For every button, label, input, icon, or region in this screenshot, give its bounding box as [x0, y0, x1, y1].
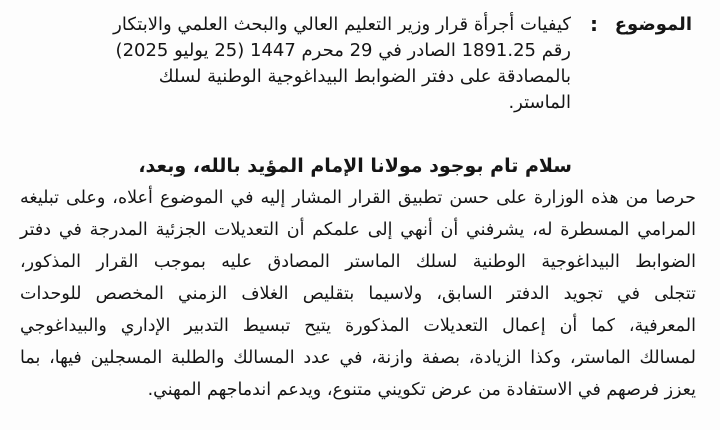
greeting: سلام تام بوجود مولانا الإمام المؤيد بالله، وبعد،	[138, 155, 572, 177]
subject-block	[52, 12, 692, 127]
subject-text	[66, 12, 571, 116]
body-line: يعزز فرصهم في الاستفادة من عرض تكويني متنوع، ويدعم اندماجهم المهني.	[147, 380, 696, 400]
body-line: المعرفية، كما أن إعمال التعديلات المذكورة يتيح تبسيط التدبير الإداري والبيداغوجي	[20, 316, 696, 336]
body-paragraph	[20, 182, 696, 406]
body-line: لمسالك الماستر، وكذا الزيادة، بصفة وازنة، في عدد المسالك والطلبة المسجلين فيها، بما	[20, 348, 696, 368]
body-line: المرامي المسطرة له، يشرفني أن أنهي إلى علمكم أن التعديلات الجزئية المدرجة في دفتر	[20, 220, 696, 240]
body-line: حرصا من هذه الوزارة على حسن تطبيق القرار المشار إليه في الموضوع أعلاه، وعلى تبليغه	[20, 188, 696, 208]
body-line: الضوابط البيداغوجية الوطنية لسلك الماستر المصادق عليه بموجب القرار المذكور،	[20, 252, 696, 272]
subject-line: كيفيات أجرأة قرار وزير التعليم العالي والبحث العلمي والابتكار	[113, 14, 571, 35]
subject-line: بالمصادقة على دفتر الضوابط البيداغوجية الوطنية لسلك	[158, 66, 571, 87]
subject-colon: :	[590, 12, 598, 36]
subject-line: الماستر.	[508, 92, 571, 113]
subject-line: رقم 1891.25 الصادر في 29 محرم 1447 (25 يوليو 2025)	[115, 40, 571, 61]
subject-label: الموضوع	[614, 14, 692, 35]
body-line: تتجلى في تجويد الدفتر السابق، ولاسيما بتقليص الغلاف الزمني المخصص للوحدات	[20, 284, 696, 304]
